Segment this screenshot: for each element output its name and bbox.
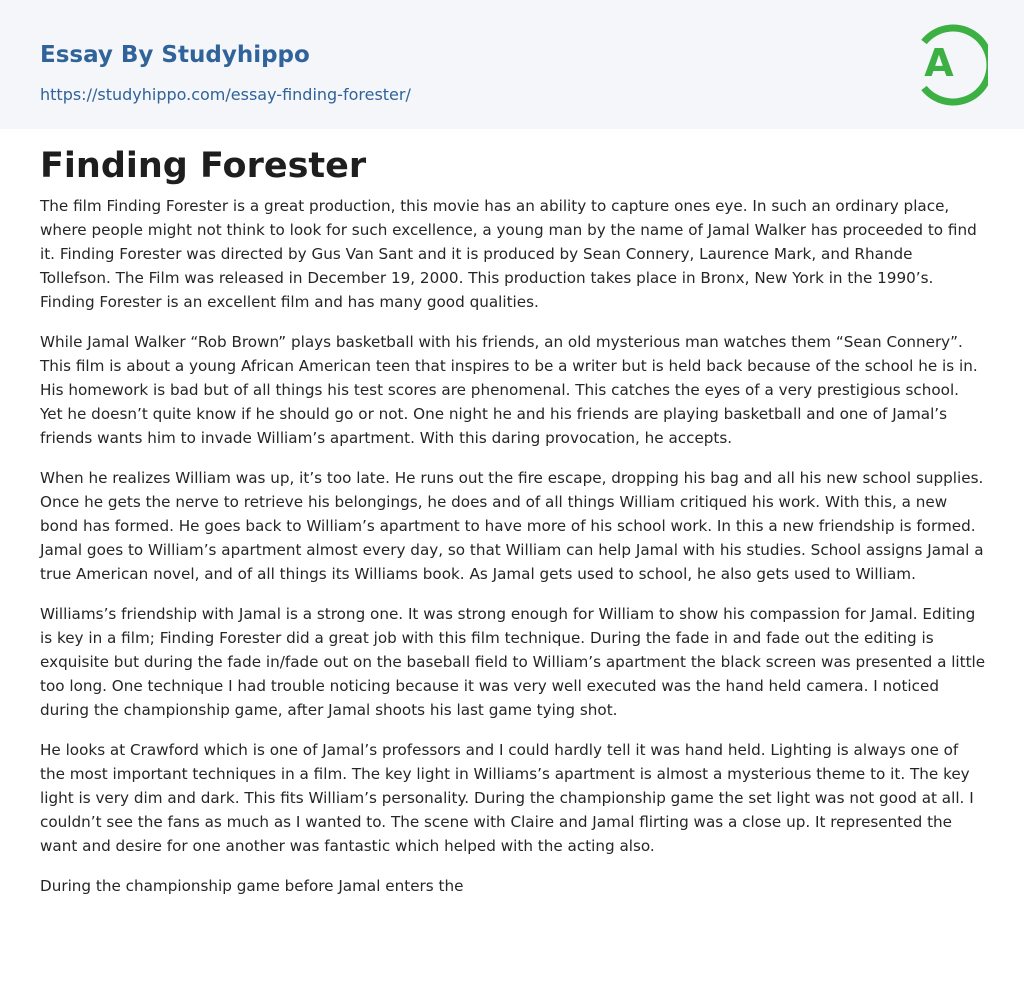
site-brand[interactable]: Essay By Studyhippo [40,42,310,68]
essay-paragraph: He looks at Crawford which is one of Jamal’s professors and I could hardly tell it was hand held. Lighting is always one of the most important techniques in a film. The key light in Williams’s apartment is almost a mysterious theme to it. The key light is very dim and dark. This fits William’s personality. During the championship game the set light was not good at all. I couldn’t see the fans as much as I wanted to. The scene with Claire and Jamal flirting was a close up. It represented the want and desire for one another was fantastic which helped with the acting also. [40,741,974,855]
essay-body [40,194,986,914]
essay-paragraph: The film Finding Forester is a great production, this movie has an ability to capture ones eye. In such an ordinary place, where people might not think to look for such excellence, a young man by the name of Jamal Walker has proceeded to find it. Finding Forester was directed by Gus Van Sant and it is produced by Sean Connery, Laurence Mark, and Rhande Tollefson. The Film was released in December 19, 2000. This production takes place in Bronx, New York in the 1990’s. Finding Forester is an excellent film and has many good qualities. [40,197,977,311]
essay-paragraph: While Jamal Walker “Rob Brown” plays basketball with his friends, an old mysterious man watches them “Sean Connery”. This film is about a young African American teen that inspires to be a writer but is held back because of the school he is in. His homework is bad but of all things his test scores are phenomenal. This catches the eyes of a very prestigious school. Yet he doesn’t quite know if he should go or not. One night he and his friends are playing basketball and one of Jamal’s friends wants him to invade William’s apartment. With this daring provocation, he accepts. [40,333,978,447]
essay-paragraph: Williams’s friendship with Jamal is a strong one. It was strong enough for William to show his compassion for Jamal. Editing is key in a film; Finding Forester did a great job with this film technique. During the fade in and fade out the editing is exquisite but during the fade in/fade out on the baseball field to William’s apartment the black screen was presented a little too long. One technique I had trouble noticing because it was very well executed was the hand held camera. I noticed during the championship game, after Jamal shoots his last game tying shot. [40,605,986,719]
essay-url-link[interactable]: https://studyhippo.com/essay-finding-forester/ [40,85,411,104]
site-header [0,0,1024,129]
essay-title: Finding Forester [40,146,367,186]
essay-paragraph: During the championship game before Jamal enters the [40,877,464,895]
logo-letter: A [924,41,954,85]
studyhippo-logo-icon[interactable] [910,18,988,106]
essay-paragraph: When he realizes William was up, it’s too late. He runs out the fire escape, dropping his bag and all his new school supplies. Once he gets the nerve to retrieve his belongings, he does and of all things William critiqued his work. With this, a new bond has formed. He goes back to William’s apartment to have more of his school work. In this a new friendship is formed. Jamal goes to William’s apartment almost every day, so that William can help Jamal with his studies. School assigns Jamal a true American novel, and of all things its Williams book. As Jamal gets used to school, he also gets used to William. [40,469,984,583]
